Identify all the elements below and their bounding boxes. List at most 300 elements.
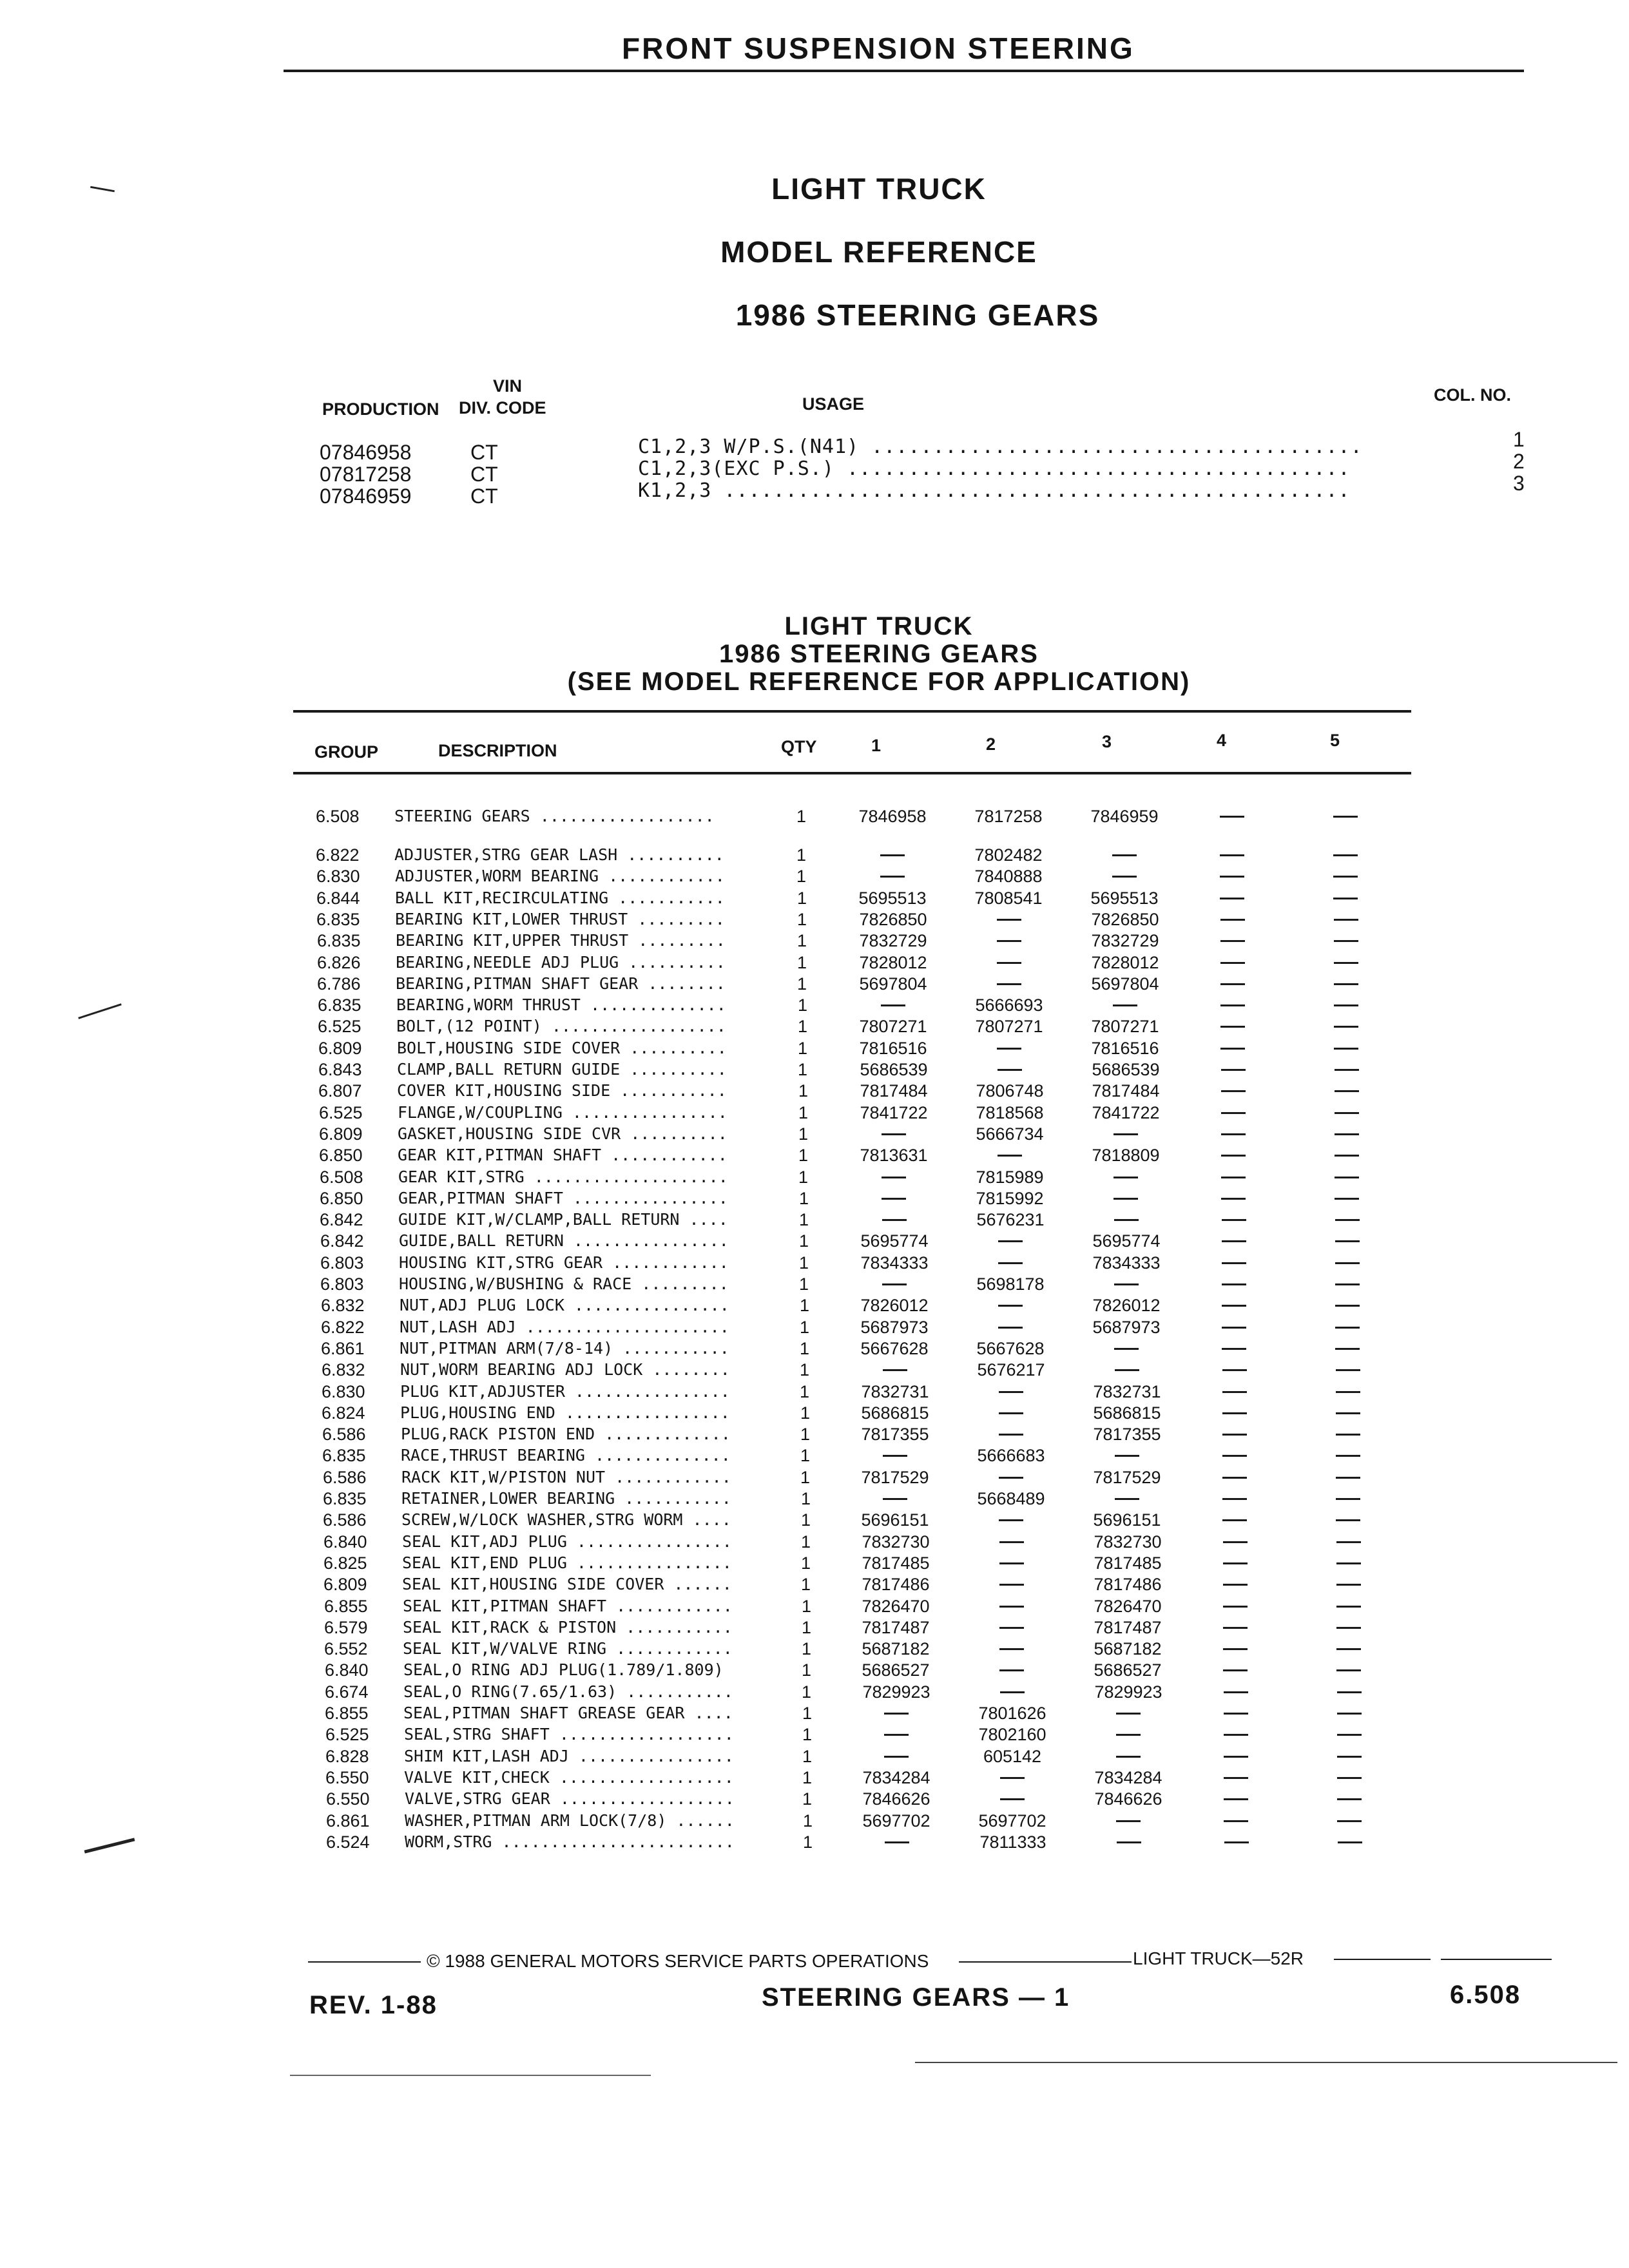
row-part-none-dash [1336,1391,1360,1393]
footer-rule-far-right [1441,1959,1552,1960]
table-row [0,1747,1629,1768]
row-part-none-dash [1116,1713,1141,1715]
row-part-number-col-3: 7832731 [1093,1382,1161,1401]
header-col-5: 5 [1330,731,1340,750]
row-part-number-col-3: 5686539 [1092,1060,1160,1079]
table-row [0,1789,1629,1811]
row-part-none-dash [1336,1606,1361,1608]
table-row [0,1446,1629,1467]
row-part-none-dash [1223,1562,1248,1564]
mref-production-header: PRODUCTION [322,399,439,419]
row-qty: 1 [802,1789,813,1809]
row-description: ADJUSTER,STRG GEAR LASH .......... [394,845,724,864]
row-part-none-dash [1335,1219,1360,1221]
row-description: RETAINER,LOWER BEARING ........... [401,1489,731,1508]
row-description: SEAL KIT,PITMAN SHAFT ............ [403,1597,733,1615]
row-part-none-dash [1334,1004,1358,1006]
row-qty: 1 [798,1017,808,1036]
row-description: SEAL,PITMAN SHAFT GREASE GEAR .... [403,1704,733,1722]
table-row [0,1489,1629,1510]
row-part-none-dash [1335,1090,1359,1092]
table-row [0,1253,1629,1274]
row-part-none-dash [1222,1219,1246,1221]
table-row [0,1017,1629,1038]
row-group: 6.835 [318,995,361,1015]
mref-div-code: CT [470,463,498,486]
row-part-none-dash [1337,1820,1362,1822]
row-part-none-dash [997,962,1021,964]
row-part-none-dash [1222,1305,1246,1307]
row-group: 6.824 [322,1403,365,1423]
row-part-none-dash [997,983,1021,985]
row-description: CLAMP,BALL RETURN GUIDE .......... [397,1060,727,1079]
row-qty: 1 [800,1468,811,1487]
row-qty: 1 [801,1489,811,1508]
row-part-none-dash [1335,1112,1359,1114]
row-qty: 1 [796,845,807,865]
row-description: SEAL KIT,HOUSING SIDE COVER ...... [402,1575,732,1593]
row-part-number-col-3: 7826850 [1091,910,1159,929]
row-part-none-dash [1117,1841,1141,1843]
table-row [0,1660,1629,1682]
row-part-number-col-3: 7807271 [1091,1017,1159,1036]
table-row [0,1768,1629,1789]
header-col-1: 1 [871,736,882,755]
row-description: SEAL KIT,RACK & PISTON ........... [403,1618,733,1637]
row-part-number-col-1: 5697702 [862,1811,930,1831]
row-group: 6.822 [321,1318,365,1337]
page-header: FRONT SUSPENSION STEERING [622,32,1135,65]
row-group: 6.840 [323,1532,367,1552]
row-part-none-dash [1220,854,1244,856]
row-part-none-dash [1114,1283,1139,1285]
row-part-none-dash [1336,1412,1360,1414]
row-qty: 1 [801,1553,811,1573]
row-group: 6.842 [320,1210,363,1229]
row-part-number-col-2: 7815992 [976,1189,1044,1208]
row-description: SEAL KIT,ADJ PLUG ................ [402,1532,732,1551]
row-description: HOUSING,W/BUSHING & RACE ......... [399,1274,729,1293]
row-description: BEARING KIT,UPPER THRUST ......... [396,931,726,950]
row-part-number-col-1: 7817529 [861,1468,929,1487]
row-description: HOUSING KIT,STRG GEAR ............ [399,1253,729,1272]
row-part-none-dash [884,1734,909,1736]
row-description: PLUG KIT,ADJUSTER ................ [400,1382,730,1401]
row-group: 6.832 [322,1360,365,1379]
row-part-none-dash [1116,1734,1141,1736]
table-row [0,1532,1629,1553]
row-part-number-col-3: 5695513 [1090,889,1159,908]
table-row [0,1811,1629,1832]
row-group: 6.830 [316,867,360,886]
row-group: 6.525 [319,1103,363,1122]
table-row [0,1210,1629,1231]
row-qty: 1 [800,1318,810,1337]
row-part-none-dash [883,1455,907,1457]
row-part-none-dash [1222,1391,1247,1393]
row-qty: 1 [801,1510,811,1530]
row-part-none-dash [1223,1541,1248,1543]
row-part-none-dash [1223,1669,1248,1671]
row-group: 6.508 [320,1168,363,1187]
row-part-none-dash [999,1648,1024,1650]
row-part-number-col-3: 5687973 [1092,1318,1161,1337]
row-part-none-dash [883,1498,907,1500]
table-row [0,1081,1629,1102]
row-part-none-dash [1224,1820,1248,1822]
row-part-none-dash [1336,1541,1361,1543]
row-part-number-col-1: 7816516 [859,1039,927,1058]
row-part-none-dash [1220,816,1244,818]
row-part-number-col-2: 5697702 [978,1811,1046,1831]
row-group: 6.586 [323,1468,367,1487]
row-part-number-col-3: 7829923 [1094,1682,1162,1702]
row-part-number-col-2: 7807271 [975,1017,1043,1036]
row-part-number-col-3: 5696151 [1093,1510,1161,1530]
row-part-none-dash [1337,1713,1362,1715]
row-part-none-dash [1335,1155,1359,1157]
table-row [0,1382,1629,1403]
row-description: NUT,ADJ PLUG LOCK ................ [400,1296,729,1314]
row-description: GASKET,HOUSING SIDE CVR .......... [398,1124,728,1143]
row-part-none-dash [882,1283,907,1285]
row-part-number-col-2: 7817258 [974,807,1043,826]
row-description: RACE,THRUST BEARING .............. [401,1446,731,1465]
row-part-none-dash [1336,1648,1361,1650]
row-part-none-dash [1222,1348,1246,1350]
row-part-number-col-2: 5666683 [977,1446,1045,1465]
row-group: 6.842 [320,1231,364,1251]
row-part-none-dash [1221,1112,1246,1114]
row-part-number-col-1: 5667628 [860,1339,929,1358]
row-description: SEAL KIT,END PLUG ................ [402,1553,732,1572]
footer-revision: REV. 1-88 [309,1991,438,2019]
row-group: 6.803 [320,1253,364,1273]
table-title-steering-gears: 1986 STEERING GEARS [719,640,1039,668]
row-part-none-dash [999,1627,1024,1629]
row-part-none-dash [1116,1756,1141,1758]
row-part-none-dash [999,1519,1023,1521]
row-group: 6.809 [319,1124,363,1144]
row-part-number-col-2: 5668489 [977,1489,1045,1508]
table-row [0,1296,1629,1317]
row-part-none-dash [999,1477,1023,1479]
row-qty: 1 [802,1660,812,1680]
row-part-number-col-3: 7817487 [1094,1618,1162,1637]
row-part-none-dash [880,854,905,856]
row-part-number-col-3: 5697804 [1091,974,1159,994]
row-qty: 1 [797,931,807,950]
row-part-none-dash [882,1177,906,1178]
bottom-faint-rule-left [290,2075,651,2076]
bottom-faint-rule-right [915,2062,1617,2063]
table-row [0,995,1629,1017]
row-description: SEAL,O RING ADJ PLUG(1.789/1.809) [403,1660,724,1679]
row-part-none-dash [999,1391,1023,1393]
footer-rule-right [1334,1959,1431,1960]
row-part-none-dash [1221,1069,1246,1071]
footer-rule-left [308,1961,421,1963]
row-part-number-col-1: 7817355 [861,1425,929,1444]
row-part-number-col-1: 5686815 [861,1403,929,1423]
row-group: 6.850 [320,1189,363,1208]
row-part-number-col-2: 5666734 [976,1124,1044,1144]
row-part-number-col-3: 7817485 [1094,1553,1162,1573]
row-part-number-col-2: 605142 [983,1747,1042,1766]
row-part-number-col-3: 7817529 [1093,1468,1161,1487]
row-description: ADJUSTER,WORM BEARING ............ [395,867,725,885]
row-part-number-col-3: 5687182 [1094,1639,1162,1658]
row-qty: 1 [802,1768,813,1787]
row-part-none-dash [998,1155,1022,1157]
row-part-number-col-2: 5666693 [975,995,1043,1015]
title-steering-gears: 1986 STEERING GEARS [735,298,1100,332]
row-part-number-col-2: 7801626 [978,1704,1046,1723]
row-group: 6.832 [321,1296,365,1315]
row-part-none-dash [1222,1519,1247,1521]
row-part-none-dash [1337,1798,1362,1800]
row-part-number-col-1: 5695513 [858,889,927,908]
row-part-none-dash [999,1584,1024,1586]
row-part-none-dash [1336,1477,1360,1479]
row-qty: 1 [798,995,808,1015]
row-part-none-dash [1335,1133,1359,1135]
row-qty: 1 [798,1103,809,1122]
row-part-number-col-2: 7806748 [976,1081,1044,1100]
row-description: NUT,PITMAN ARM(7/8-14) ........... [400,1339,729,1358]
row-part-number-col-2: 7818568 [976,1103,1044,1122]
row-part-none-dash [1221,1198,1246,1200]
row-part-none-dash [1222,1327,1246,1329]
row-group: 6.525 [318,1017,361,1036]
row-part-none-dash [1336,1519,1360,1521]
table-row [0,1274,1629,1296]
row-part-none-dash [1220,1048,1245,1050]
row-part-number-col-3: 7826012 [1092,1296,1161,1315]
row-part-number-col-3: 7817486 [1094,1575,1162,1594]
row-part-number-col-1: 7817486 [862,1575,930,1594]
row-qty: 1 [803,1832,813,1852]
table-row [0,1231,1629,1253]
row-description: FLANGE,W/COUPLING ................ [398,1103,728,1122]
row-description: VALVE,STRG GEAR .................. [405,1789,735,1808]
row-part-number-col-1: 5686527 [862,1660,930,1680]
row-qty: 1 [802,1747,813,1766]
row-part-none-dash [1113,1198,1138,1200]
row-group: 6.835 [323,1489,367,1508]
row-qty: 1 [797,974,807,994]
table-row [0,974,1629,995]
mref-div-code-header: DIV. CODE [459,398,546,418]
row-part-number-col-1: 7826470 [862,1597,930,1616]
row-part-none-dash [1333,898,1358,899]
row-description: NUT,LASH ADJ ..................... [400,1318,729,1336]
row-description: GUIDE KIT,W/CLAMP,BALL RETURN .... [398,1210,728,1229]
row-qty: 1 [798,1039,808,1058]
row-group: 6.843 [318,1060,362,1079]
row-description: SEAL KIT,W/VALVE RING ............ [403,1639,733,1658]
row-part-none-dash [1000,1798,1025,1800]
header-description: DESCRIPTION [438,741,557,760]
row-group: 6.508 [316,807,360,826]
row-part-number-col-3: 7834284 [1094,1768,1162,1787]
header-qty: QTY [781,737,817,756]
row-part-none-dash [1222,1369,1247,1371]
row-part-number-col-1: 7841722 [860,1103,928,1122]
row-part-number-col-1: 7826012 [860,1296,929,1315]
row-part-none-dash [1334,962,1358,964]
table-row [0,1403,1629,1425]
row-part-number-col-2: 7811333 [979,1832,1046,1852]
row-part-none-dash [1224,1798,1248,1800]
row-part-number-col-1: 7817485 [862,1553,930,1573]
row-group: 6.830 [322,1382,365,1401]
table-row [0,931,1629,952]
row-part-none-dash [1224,1734,1248,1736]
table-row [0,1189,1629,1210]
row-part-none-dash [882,1219,907,1221]
row-description: STEERING GEARS .................. [394,807,715,825]
row-group: 6.835 [317,931,361,950]
row-part-none-dash [885,1841,909,1843]
row-part-number-col-1: 7817484 [860,1081,928,1100]
row-part-none-dash [1333,876,1358,878]
row-part-none-dash [1336,1434,1360,1436]
row-qty: 1 [797,910,807,929]
row-part-none-dash [1220,876,1244,878]
row-description: BEARING KIT,LOWER THRUST ......... [395,910,725,928]
mref-col: 2 [1513,450,1525,473]
row-qty: 1 [801,1532,811,1552]
table-row [0,1510,1629,1532]
row-part-none-dash [999,1562,1024,1564]
row-part-none-dash [1220,983,1245,985]
mref-production: 07846959 [320,485,412,508]
row-part-none-dash [997,940,1021,942]
table-row [0,889,1629,910]
row-group: 6.855 [324,1597,368,1616]
row-part-none-dash [1220,1026,1245,1028]
row-part-number-col-3: 7846626 [1094,1789,1162,1809]
row-part-none-dash [1224,1691,1248,1693]
row-part-number-col-3: 7826470 [1094,1597,1162,1616]
row-part-none-dash [1223,1648,1248,1650]
row-qty: 1 [797,889,807,908]
row-qty: 1 [798,1146,809,1165]
row-group: 6.861 [321,1339,365,1358]
row-group: 6.524 [326,1832,370,1852]
row-part-none-dash [1336,1369,1360,1371]
row-part-number-col-3: 5695774 [1092,1231,1161,1251]
row-part-none-dash [1333,854,1358,856]
row-part-none-dash [1334,983,1358,985]
table-row [0,1425,1629,1446]
row-description: PLUG,RACK PISTON END ............. [401,1425,731,1443]
row-part-number-col-1: 5687182 [862,1639,930,1658]
table-row [0,1168,1629,1189]
row-qty: 1 [799,1210,809,1229]
row-part-none-dash [1337,1756,1362,1758]
row-qty: 1 [802,1704,813,1723]
row-part-none-dash [1000,1691,1025,1693]
row-part-none-dash [998,1262,1023,1264]
row-group: 6.855 [325,1704,369,1723]
row-part-number-col-3: 7818809 [1092,1146,1160,1165]
row-qty: 1 [798,1060,808,1079]
table-row [0,1103,1629,1124]
table-row [0,1639,1629,1660]
row-part-none-dash [1335,1262,1360,1264]
row-part-number-col-1: 5696151 [861,1510,929,1530]
row-part-none-dash [1220,919,1245,921]
row-part-number-col-1: 5687973 [860,1318,929,1337]
title-model-reference: MODEL REFERENCE [720,235,1037,269]
mref-div-code: CT [470,441,498,464]
table-row [0,1124,1629,1146]
mref-usage-header: USAGE [802,394,865,414]
row-part-none-dash [1335,1069,1359,1071]
row-part-none-dash [1222,1434,1247,1436]
row-part-number-col-3: 7832730 [1094,1532,1162,1552]
row-description: GEAR KIT,STRG .................... [398,1168,728,1186]
row-part-none-dash [1222,1498,1247,1500]
table-header-rule [293,772,1411,774]
table-row [0,1039,1629,1060]
row-part-number-col-2: 7840888 [974,867,1043,886]
row-part-none-dash [1223,1584,1248,1586]
row-description: SEAL,STRG SHAFT .................. [404,1725,734,1744]
row-part-none-dash [1115,1455,1139,1457]
row-part-none-dash [1115,1369,1139,1371]
table-row [0,1318,1629,1339]
row-part-none-dash [1337,1691,1362,1693]
row-part-none-dash [1223,1606,1248,1608]
row-part-none-dash [1221,1133,1246,1135]
row-part-none-dash [1220,962,1245,964]
table-top-rule [293,710,1411,713]
table-row [0,1704,1629,1725]
row-part-number-col-3: 7832729 [1091,931,1159,950]
row-part-none-dash [1335,1283,1360,1285]
row-description: BEARING,PITMAN SHAFT GEAR ........ [396,974,726,993]
row-group: 6.674 [325,1682,369,1702]
row-part-none-dash [1222,1240,1246,1242]
row-description: VALVE KIT,CHECK .................. [404,1768,734,1787]
row-part-number-col-3: 7817355 [1093,1425,1161,1444]
row-group: 6.550 [326,1789,370,1809]
row-part-number-col-1: 7826850 [859,910,927,929]
row-part-number-col-1: 7834333 [860,1253,929,1273]
header-group: GROUP [314,742,379,762]
row-part-none-dash [1224,1713,1248,1715]
row-qty: 1 [797,953,807,972]
row-part-none-dash [1334,919,1358,921]
row-part-none-dash [1112,854,1137,856]
row-description: WASHER,PITMAN ARM LOCK(7/8) ...... [405,1811,735,1830]
mref-usage: K1,2,3 ................................................... [638,479,1351,502]
row-part-none-dash [1222,1455,1247,1457]
title-light-truck: LIGHT TRUCK [771,172,987,206]
row-description: SCREW,W/LOCK WASHER,STRG WORM .... [401,1510,731,1529]
row-qty: 1 [803,1811,813,1831]
row-group: 6.835 [322,1446,366,1465]
row-group: 6.861 [326,1811,370,1831]
row-part-none-dash [998,1305,1023,1307]
row-group: 6.809 [318,1039,362,1058]
table-title-light-truck: LIGHT TRUCK [784,612,974,640]
row-part-none-dash [884,1713,909,1715]
row-qty: 1 [799,1189,809,1208]
